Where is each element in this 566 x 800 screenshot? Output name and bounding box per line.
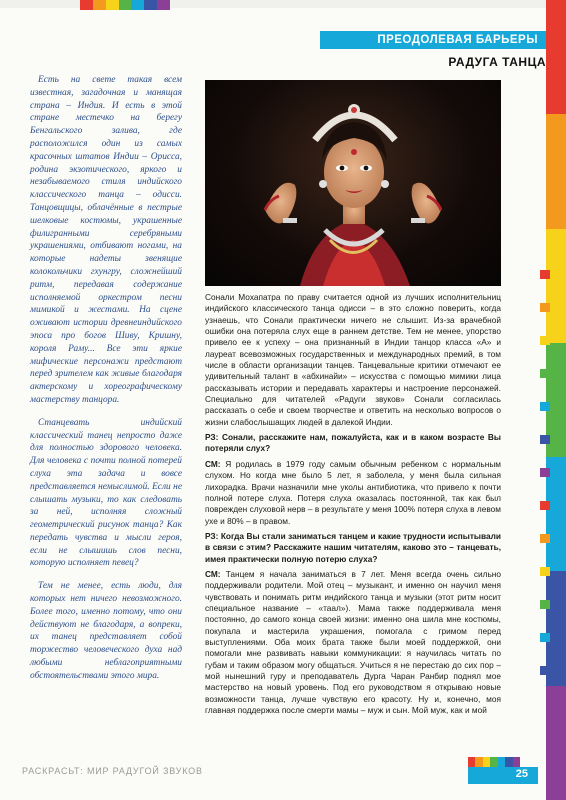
section-banner: ПРЕОДОЛЕВАЯ БАРЬЕРЫ xyxy=(320,31,546,49)
dancer-photo xyxy=(205,80,501,286)
paragraph-text: Танцем я начала заниматься в 7 лет. Меня всегда очень сильно поддерживали родители. Мой отец – музыкант, и именно он научил меня чувствовать и понимать ритм индийского танца и музыки (этот ритм носит специальное название – «таал»). Мама также поддерживала меня постоянно, до самого конца своей жизни: именно она шила мне костюмы, покупала и мастерила украшения, помогала с гримом перед выступлениями. Оба моих брата также были моей поддержкой, они помогали мне развивать навыки коммуникации: я научилась читать по губам и таким образом могу общаться. Учиться я не перестаю до сих пор – мой нынешний гуру и преподаватель Дурга Чаран Ранбир поднял мое мастерство на новый уровень. Под его руководством я открываю новые возможности танца, лучше чувствую его красоту. Ну и, конечно, моя главная поддержка после смерти мамы – муж и сын. Мой муж, как и мой xyxy=(205,568,501,716)
page-number-badge xyxy=(468,757,538,784)
paragraph-text: Сонали, расскажите нам, пожалуйста, как и в каком возрасте Вы потеряли слух? xyxy=(205,432,501,454)
body-paragraph xyxy=(205,292,501,428)
page-number: 25 xyxy=(515,768,528,780)
right-color-tabs xyxy=(540,270,550,700)
magazine-footer: РАСКРАСЬТ: МИР РАДУГОЙ ЗВУКОВ xyxy=(22,766,203,776)
body-paragraph xyxy=(205,531,501,565)
article-title: РАДУГА ТАНЦА xyxy=(448,55,546,69)
speaker-label: СМ: xyxy=(205,458,221,469)
body-paragraph xyxy=(205,459,501,527)
body-paragraph xyxy=(205,432,501,455)
paragraph-text: Сонали Мохапатра по праву считается одной из лучших исполнительниц индийского классического танца одисси – в это сложно поверить, когда узнаешь, что Сонали практически ничего не слышит. Из-за врачебной ошибки она потеряла слух еще в раннем детстве. Тем не менее, упорство привело ее к успеху – она признанный в Индии танцор класса «А» и лауреат всевозможных государственных и международных премий, в том числе в области организации танцев. Танцевальные критики отмечают ее удивительный талант в «абхинайи» – искусства с помощью мимики лица рассказывать истории и передавать характеры и настроение персонажей. Специально для читателей «Радуги звуков» Сонали согласилась рассказать о себе и своем творчестве и ответить на несколько вопросов о жизни слабослышащих людей в далекой Индии. xyxy=(205,292,501,427)
dancer-illustration xyxy=(205,80,501,286)
speaker-label: СМ: xyxy=(205,568,221,579)
intro-paragraph: Тем не менее, есть люди, для которых нет ничего невозможного. Более того, именно потому, что они действуют не благодаря, а вопреки, их танец представляет собой торжество человеческого духа над любыми неблагоприятными обстоятельствами этого мира. xyxy=(30,581,182,681)
top-rainbow-bar xyxy=(80,0,170,10)
body-paragraph xyxy=(205,569,501,716)
paragraph-text: Когда Вы стали заниматься танцем и какие трудности испытывали в связи с этим? Расскажите нашим читателям, каково это – танцевать, имея практически полную потерю слуха? xyxy=(205,530,501,564)
speaker-label: РЗ: xyxy=(205,530,219,541)
article-body xyxy=(205,292,501,720)
page-number-rainbow xyxy=(468,757,520,767)
intro-column xyxy=(30,74,182,693)
intro-paragraph: Станцевать индийский классический танец непросто даже для полностью здорового человека. Для человека с почти полной потерей слуха эта задача и вовсе представляется немыслимой. Если не слышать музыки, то как следовать за ней, исполняя сложный геометрический рисунок танца? Как передать чувства и мысли героя, если не слышишь слов песни, которую исполняет певец? xyxy=(30,417,182,569)
intro-paragraph: Есть на свете такая всем известная, загадочная и манящая страна – Индия. И есть в этой стране местечко на берегу Бенгальского залива, где расположился один из самых красочных штатов Индии – Орисса, родина экзотического, яркого и незабываемого стиля индийского классического танца – одисси. Танцовщицы, облачённые в пестрые шелковые костюмы, украшенные филигранными серебряными украшениями, отбивают ногами, на которые надеты звенящие колокольчики гхунгру, сложнейший ритм, передавая содержание исполняемой оркестром песни мимикой и жестами. На сцене оживают истории древнеиндийского эпоса про богов Шиву, Кришну, короля Раму... Все эти яркие мифические персонажи предстают перед зрителем как живые благодаря актерскому и хореографическому мастерству танцора. xyxy=(30,75,182,405)
speaker-label: РЗ: xyxy=(205,432,219,443)
paragraph-text: Я родилась в 1979 году самым обычным ребенком с нормальным слухом. Но когда мне было 5 лет, я заболела, у меня была сильная лихорадка. Врачи назначили мне уколы антибиотика, что привело к почти полной потере слуха. Потеря слуха оказалась постоянной, так как был поврежден слуховой нерв – в результате у меня 100% потеря слуха в левом ухе и 80% – в правом. xyxy=(205,458,502,526)
